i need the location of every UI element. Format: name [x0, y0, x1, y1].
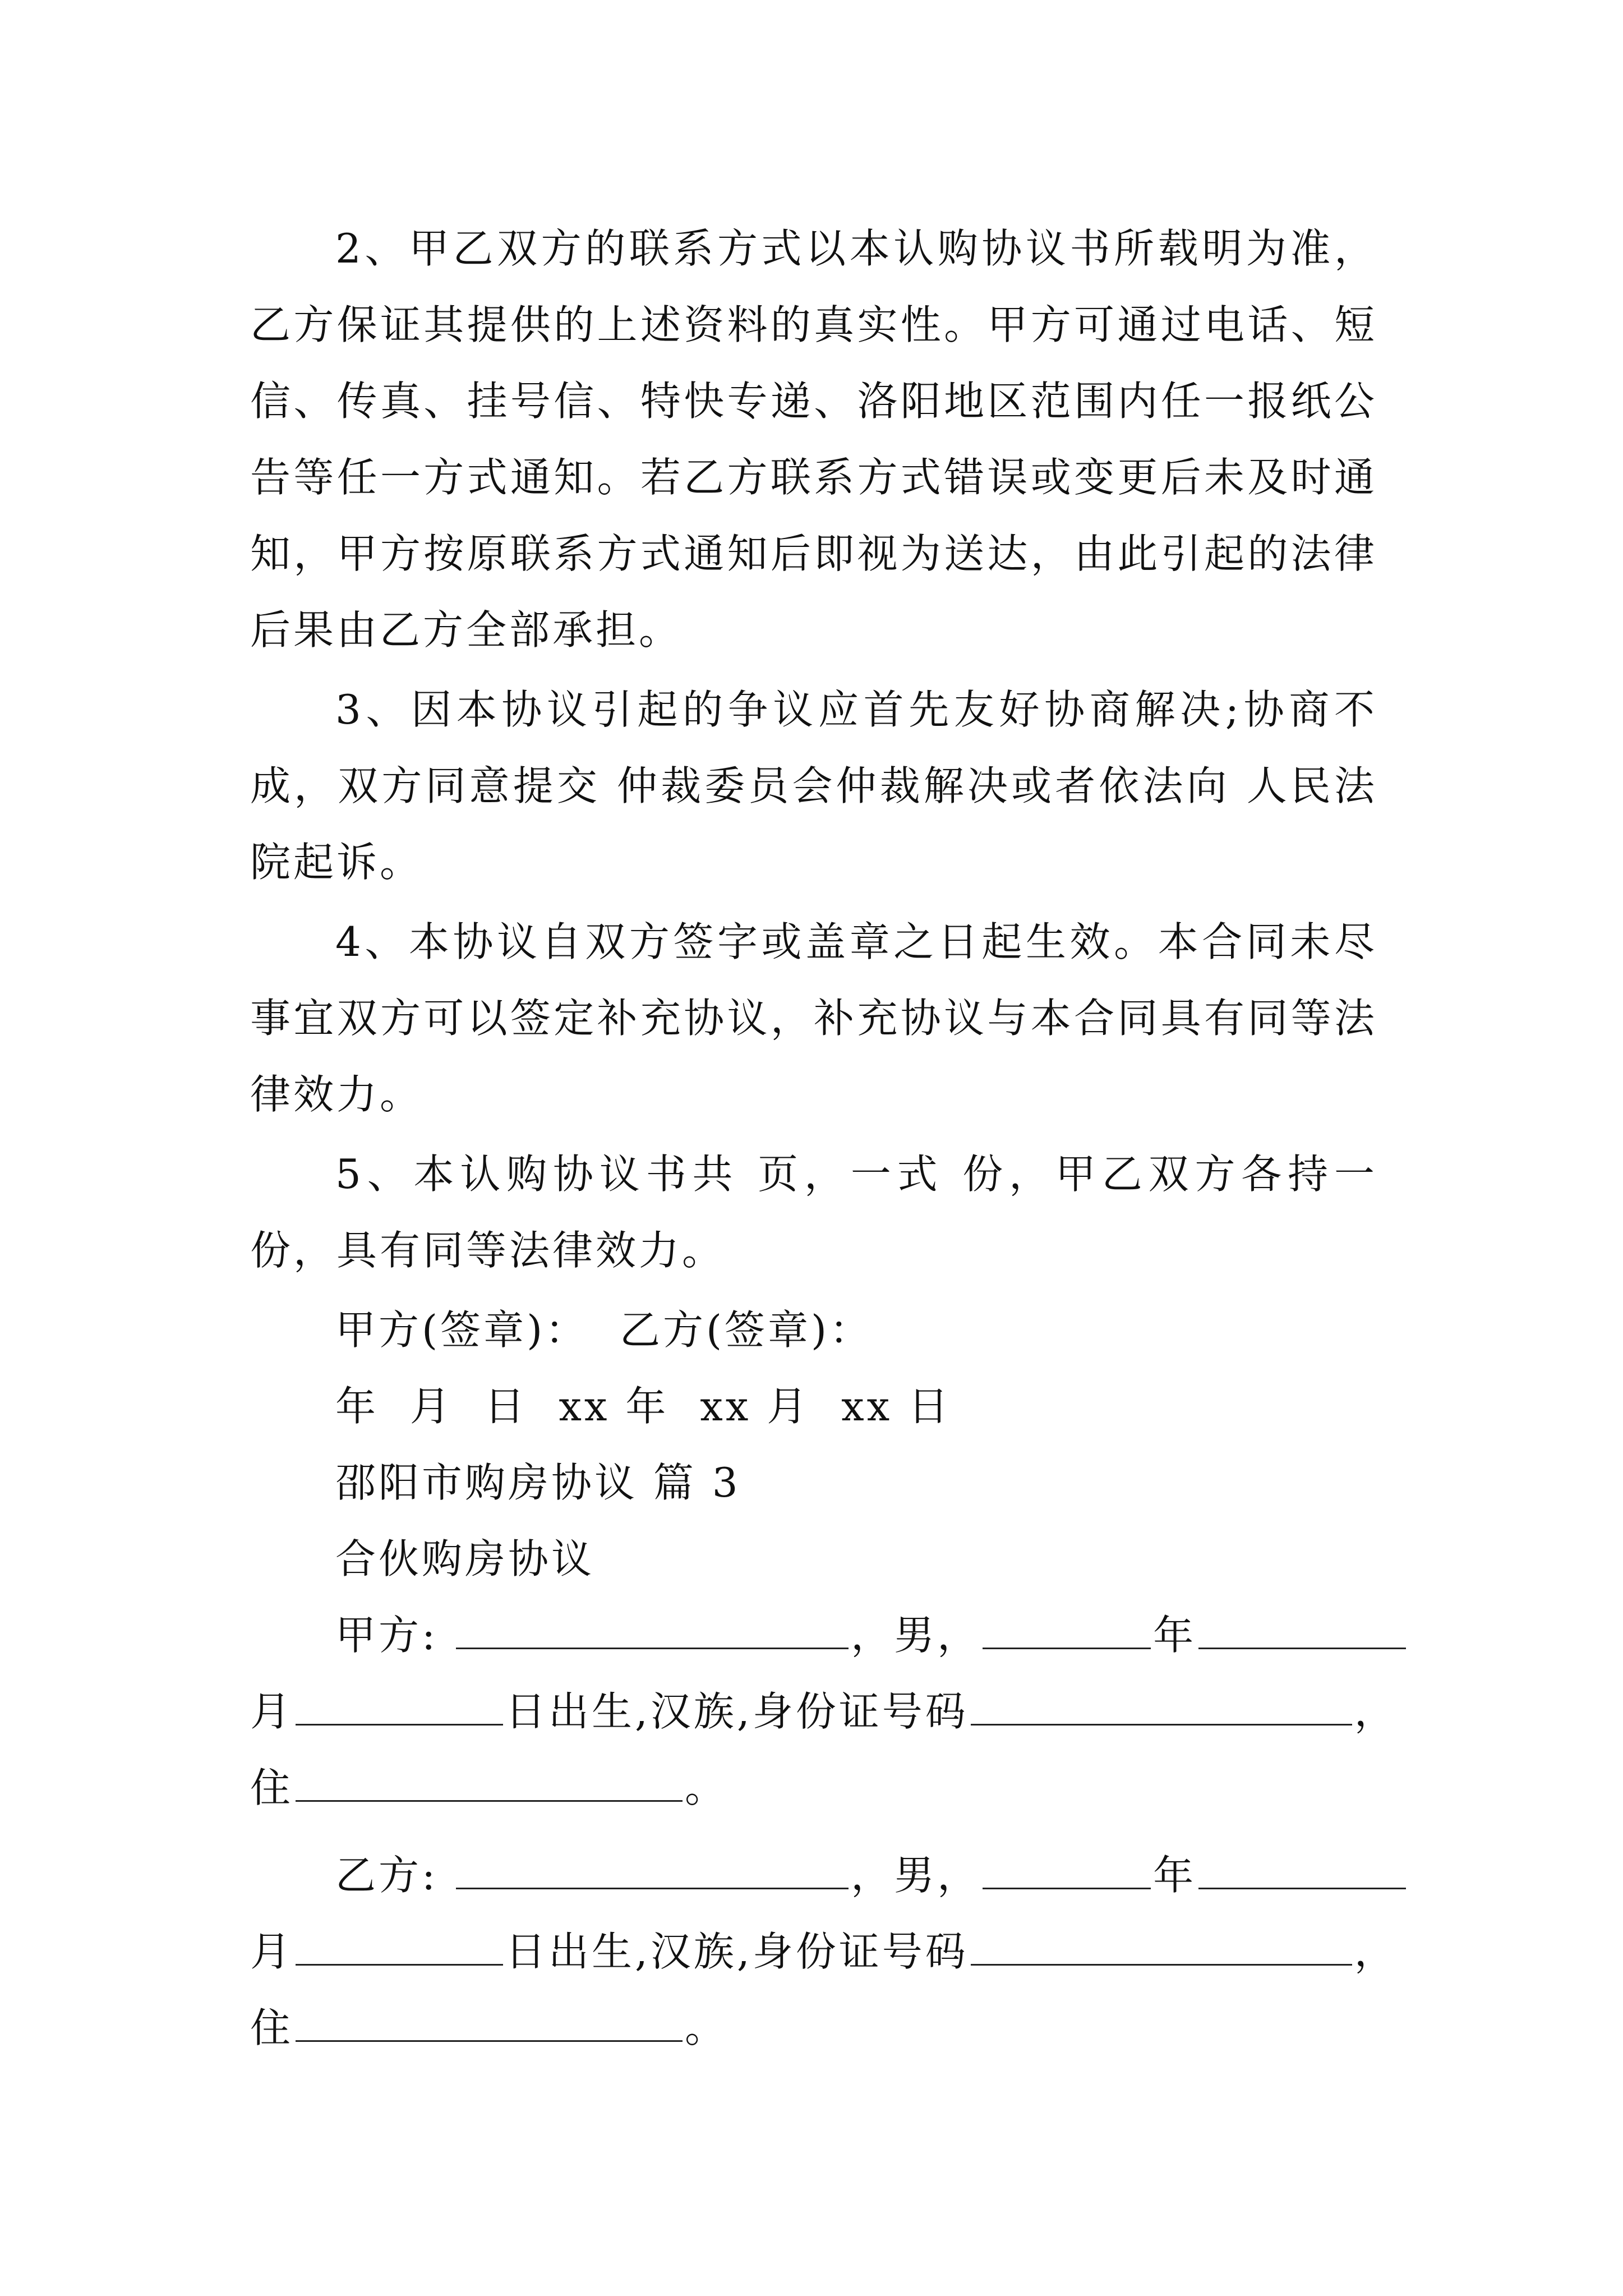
party-b-line-2 [250, 1913, 1398, 1990]
clause-5: 5、本认购协议书共 页，一式 份，甲乙双方各持一份，具有同等法律效力。 [250, 1151, 1377, 1274]
clause-4: 4、本协议自双方签字或盖章之日起生效。本合同未尽事宜双方可以签定补充协议，补充协议与本合同具有同等法律效力。 [250, 918, 1377, 1118]
party-a-birth-month-field[interactable] [1198, 1608, 1406, 1649]
party-a-born-text: 日出生,汉族,身份证号码 [505, 1688, 969, 1735]
party-b-name-field[interactable] [456, 1848, 849, 1889]
clause-3: 3、因本协议引起的争议应首先友好协商解决;协商不成，双方同意提交 仲裁委员会仲裁解决或者依法向 人民法院起诉。 [250, 686, 1377, 886]
section-subheading: 合伙购房协议 [335, 1535, 595, 1582]
party-b-gender-text: ，男， [851, 1852, 981, 1899]
party-b-birth-day-field[interactable] [296, 1925, 503, 1966]
party-a-birth-year-field[interactable] [983, 1608, 1151, 1649]
party-b-line-3 [250, 1990, 1377, 2066]
party-a-year-text: 年 [1153, 1612, 1197, 1659]
party-a-line-3 [250, 1750, 1377, 1826]
party-a-id-number-field[interactable] [971, 1685, 1352, 1726]
party-a-line-2 [250, 1673, 1398, 1750]
party-b-id-number-field[interactable] [971, 1925, 1352, 1966]
party-b-birth-month-field[interactable] [1198, 1848, 1406, 1889]
clause-2: 2、甲乙双方的联系方式以本认购协议书所载明为准，乙方保证其提供的上述资料的真实性。甲方可通过电话、短信、传真、挂号信、特快专递、洛阳地区范围内任一报纸公告等任一方式通知。若乙方联系方式错误或变更后未及时通知，甲方按原联系方式通知后即视为送达，由此引起的法律后果由乙方全部承担。 [250, 225, 1377, 654]
party-a-address-field[interactable] [296, 1761, 683, 1802]
party-a-line-1 [250, 1597, 1377, 1673]
party-a-name-field[interactable] [456, 1608, 849, 1649]
party-a-address-text: 住 [250, 1764, 294, 1811]
party-a-block [250, 1597, 1398, 1826]
party-a-gender-text: ，男， [851, 1612, 981, 1659]
party-b-block [250, 1837, 1398, 2066]
signature-line: 甲方(签章)： 乙方(签章)： [335, 1306, 873, 1354]
party-b-birth-year-field[interactable] [983, 1848, 1151, 1889]
party-b-end: 。 [685, 2004, 728, 2051]
signature-date-line: 年 月 日 xx 年 xx 月 xx 日 [335, 1383, 952, 1430]
party-b-born-text: 日出生,汉族,身份证号码 [505, 1928, 969, 1975]
section-heading: 邵阳市购房协议 篇 3 [335, 1459, 741, 1506]
party-a-end: 。 [685, 1764, 728, 1811]
party-b-year-text: 年 [1153, 1852, 1197, 1899]
party-a-comma: ， [1354, 1688, 1398, 1735]
party-b-label: 乙方: [335, 1852, 439, 1899]
party-b-line-1 [250, 1837, 1377, 1913]
party-a-birth-day-field[interactable] [296, 1685, 503, 1726]
document-body [250, 210, 1398, 2066]
party-a-month-text: 月 [250, 1688, 294, 1735]
party-a-label: 甲方: [335, 1612, 439, 1659]
party-b-comma: ， [1354, 1928, 1398, 1975]
party-b-month-text: 月 [250, 1928, 294, 1975]
party-b-address-text: 住 [250, 2004, 294, 2051]
party-b-address-field[interactable] [296, 2001, 683, 2042]
